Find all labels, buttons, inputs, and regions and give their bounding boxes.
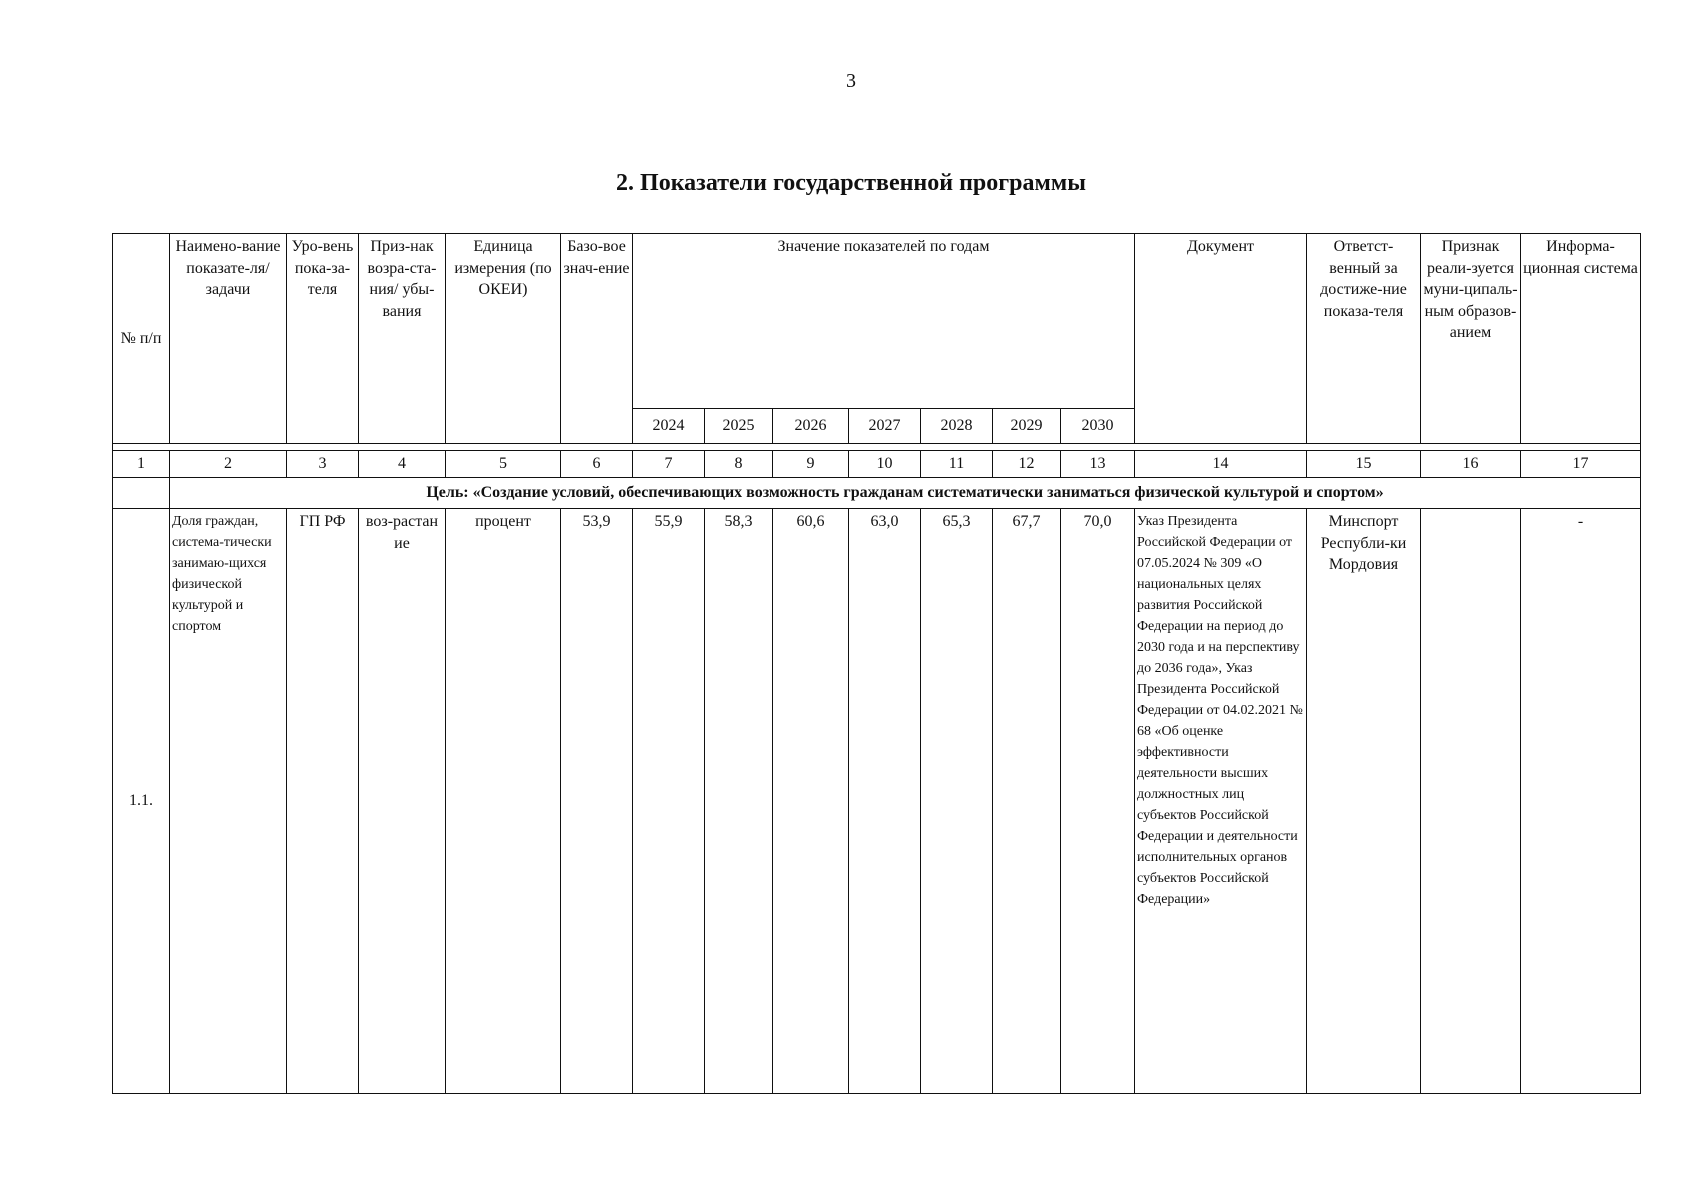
- header-sign: Приз-нак возра-ста-ния/ убы-вания: [359, 234, 446, 444]
- column-number: 6: [561, 451, 633, 478]
- indicator-value-2026: 60,6: [773, 509, 849, 1094]
- goal-empty-cell: [113, 478, 170, 509]
- column-number: 4: [359, 451, 446, 478]
- page-number: 3: [846, 70, 856, 92]
- header-year: 2029: [993, 409, 1061, 444]
- indicator-info-system: -: [1521, 509, 1641, 1094]
- spacer-cell: [113, 444, 1641, 451]
- column-number: 9: [773, 451, 849, 478]
- header-row: [113, 234, 1641, 409]
- indicator-value-2024: 55,9: [633, 509, 705, 1094]
- indicator-value-2025: 58,3: [705, 509, 773, 1094]
- header-num: № п/п: [113, 234, 170, 444]
- column-number: 8: [705, 451, 773, 478]
- column-number: 11: [921, 451, 993, 478]
- header-spacer: [113, 444, 1641, 451]
- column-number: 13: [1061, 451, 1135, 478]
- header-info-system: Информа-ционная система: [1521, 234, 1641, 444]
- indicator-level: ГП РФ: [287, 509, 359, 1094]
- column-number: 15: [1307, 451, 1421, 478]
- header-year: 2024: [633, 409, 705, 444]
- document-title: 2. Показатели государственной программы: [616, 170, 1086, 196]
- goal-row: [113, 478, 1641, 509]
- column-number-row: [113, 451, 1641, 478]
- indicator-name: Доля граждан, система-тически занимаю-щихся физической культурой и спортом: [170, 509, 287, 1094]
- indicator-responsible: Минспорт Республи-ки Мордовия: [1307, 509, 1421, 1094]
- column-number: 10: [849, 451, 921, 478]
- indicator-unit: процент: [446, 509, 561, 1094]
- header-year: 2028: [921, 409, 993, 444]
- indicator-sign: воз-растан ие: [359, 509, 446, 1094]
- column-number: 16: [1421, 451, 1521, 478]
- indicator-municipal: [1421, 509, 1521, 1094]
- indicator-base: 53,9: [561, 509, 633, 1094]
- indicator-document: Указ Президента Российской Федерации от 07.05.2024 № 309 «О национальных целях развития Российской Федерации на период до 2030 года и на перспективу до 2036 года», Указ Президента Российской Федерации от 04.02.2021 № 68 «Об оценке эффективности деятельности высших должностных лиц субъектов Российской Федерации и деятельности исполнительных органов субъектов Российской Федерации»: [1135, 509, 1307, 1094]
- column-number: 7: [633, 451, 705, 478]
- header-level: Уро-вень пока-за-теля: [287, 234, 359, 444]
- column-number: 2: [170, 451, 287, 478]
- header-year: 2025: [705, 409, 773, 444]
- header-municipal: Признак реали-зуется муни-ципаль-ным образов-анием: [1421, 234, 1521, 444]
- column-number: 1: [113, 451, 170, 478]
- column-number: 17: [1521, 451, 1641, 478]
- column-number: 14: [1135, 451, 1307, 478]
- header-document: Документ: [1135, 234, 1307, 444]
- header-year: 2027: [849, 409, 921, 444]
- row-number: 1.1.: [113, 509, 170, 1094]
- indicator-value-2029: 67,7: [993, 509, 1061, 1094]
- column-number: 5: [446, 451, 561, 478]
- indicator-value-2027: 63,0: [849, 509, 921, 1094]
- header-values-group: Значение показателей по годам: [633, 234, 1135, 409]
- column-number: 12: [993, 451, 1061, 478]
- goal-text: Цель: «Создание условий, обеспечивающих возможность гражданам систематически заниматься физической культурой и спортом»: [170, 478, 1641, 509]
- header-unit: Единица измерения (по ОКЕИ): [446, 234, 561, 444]
- header-base: Базо-вое знач-ение: [561, 234, 633, 444]
- header-year: 2030: [1061, 409, 1135, 444]
- column-number: 3: [287, 451, 359, 478]
- indicator-value-2030: 70,0: [1061, 509, 1135, 1094]
- indicator-value-2028: 65,3: [921, 509, 993, 1094]
- header-responsible: Ответст-венный за достиже-ние показа-теля: [1307, 234, 1421, 444]
- header-name: Наимено-вание показате-ля/ задачи: [170, 234, 287, 444]
- indicators-table: [112, 233, 1641, 1094]
- header-year: 2026: [773, 409, 849, 444]
- table-row: [113, 509, 1641, 1094]
